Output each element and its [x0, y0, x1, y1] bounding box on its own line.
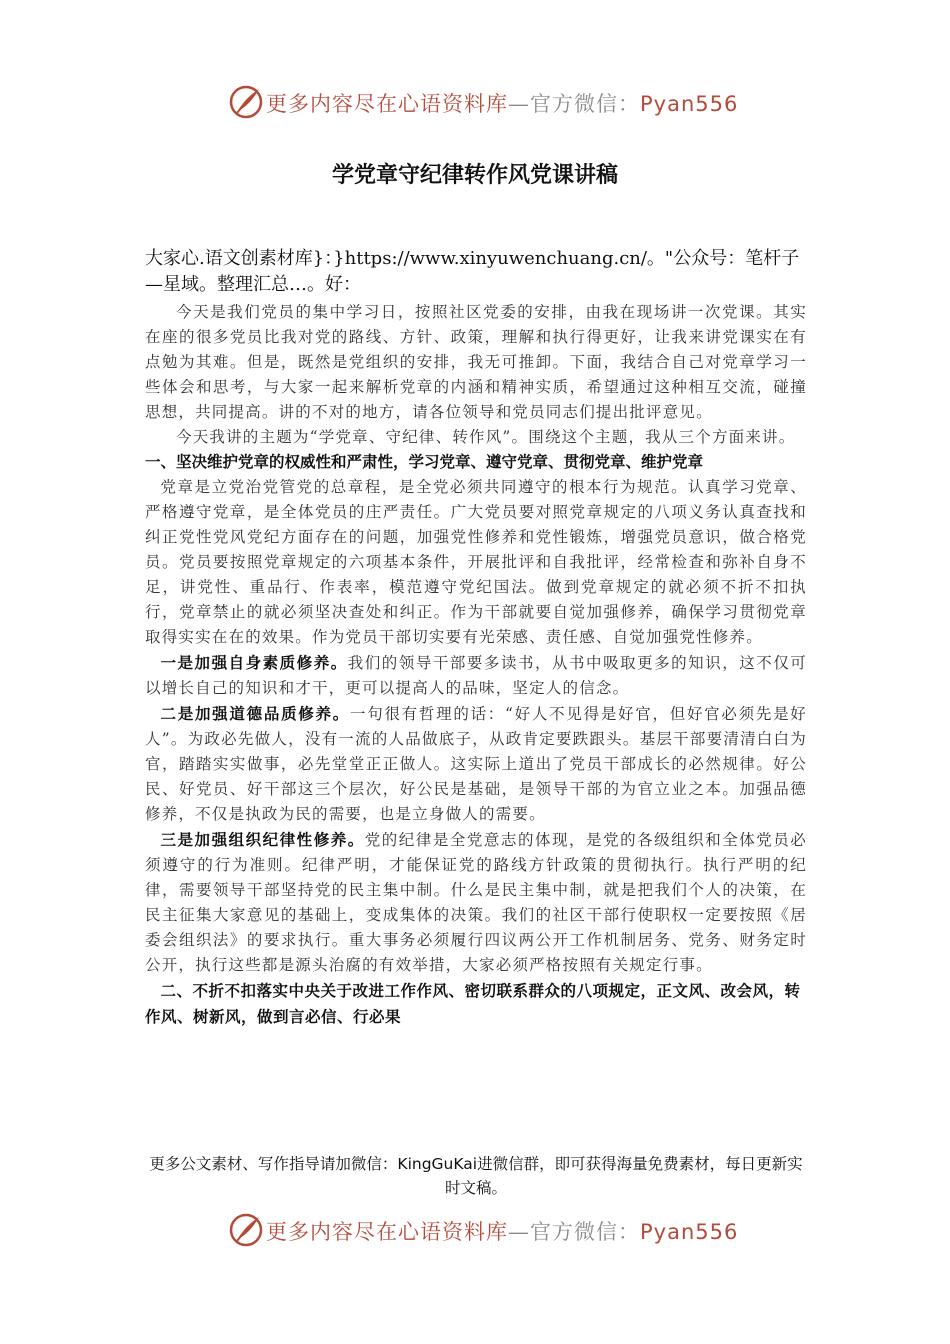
text-self-quality: 我们的领导干部要多读书，从书中吸取更多的知识，这不仅可以增长自己的知识和才干，更可以提高人的品味，坚定人的信念。	[145, 654, 808, 697]
section-heading-1: 一、坚决维护党章的权威性和严肃性，学习党章、遵守党章、贯彻党章、维护党章	[145, 453, 704, 471]
paragraph-party-constitution: 党章是立党治党管党的总章程，是全党必须共同遵守的根本行为规范。认真学习党章、严格遵守党章，是全体党员的庄严责任。广大党员要对照党章规定的八项义务认真查找和纠正党性党风党纪方面存在的问题，加强党性修养和党性锻炼，增强党员意识，做合格党员。党员要按照党章规定的六项基本条件，开展批评和自我批评，经常检查和弥补自身不足，讲党性、重品行、作表率，模范遵守党纪国法。做到党章规定的就必须不折不扣执行，党章禁止的就必须坚决查处和纠正。作为干部就要自觉加强修养，确保学习贯彻党章取得实实在在的效果。作为党员干部切实要有光荣感、责任感、自觉加强党性修养。	[145, 478, 807, 646]
lead-self-quality: 一是加强自身素质修养。	[160, 653, 348, 672]
text-discipline: 党的纪律是全党意志的体现，是党的各级组织和全体党员必须遵守的行为准则。纪律严明，才能保证党的路线方针政策的贯彻执行。执行严明的纪律，需要领导干部坚持党的民主集中制。什么是民主集中制，就是把我们个人的决策，在民主征集大家意见的基础上，变成集体的决策。我们的社区干部行使职权一定要按照《居委会组织法》的要求执行。重大事务必须履行四议两公开工作机制居务、党务、财务定时公开，执行这些都是源头治腐的有效举措，大家必须严格按照有关规定行事。	[145, 831, 808, 974]
banner-site-name: 更多内容尽在心语资料库	[266, 92, 508, 116]
banner-text	[266, 1216, 738, 1246]
banner-wechat-id: Pyan556	[640, 92, 739, 116]
paragraph-discipline	[145, 827, 807, 978]
bottom-banner	[0, 1210, 950, 1250]
lead-discipline: 三是加强组织纪律性修养。	[160, 830, 365, 849]
banner-wechat-id: Pyan556	[640, 1220, 739, 1244]
top-banner	[0, 82, 950, 122]
text-moral-quality: 一句很有哲理的话：“好人不见得是好官，但好官必须先是好人”。为政必先做人，没有一流的人品做底子，从政肯定要跌跟头。基层干部要清清白白为官，踏踏实实做事，必先堂堂正正做人。这实际上道出了党员干部成长的必然规律。好公民、好党员、好干部这三个层次，好公民是基础，是领导干部的为官立业之本。加强品德修养，不仅是执政为民的需要，也是立身做人的需要。	[145, 705, 808, 823]
intro-line: 大家心.语文创素材库}：}https://www.xinyuwenchuang.cn/。"公众号：笔杆子—星域。整理汇总…。好：	[145, 248, 800, 295]
banner-text	[266, 88, 738, 118]
feather-pen-logo-icon	[228, 84, 264, 120]
document-body	[145, 246, 807, 1030]
paragraph-opening: 今天是我们党员的集中学习日，按照社区党委的安排，由我在现场讲一次党课。其实在座的很多党员比我对党的路线、方针、政策，理解和执行得更好，让我来讲党课实在有点勉为其难。但是，既然是党组织的安排，我无可推卸。下面，我结合自己对党章学习一些体会和思考，与大家一起来解析党章的内涵和精神实质，希望通过这种相互交流，碰撞思想，共同提高。讲的不对的地方，请各位领导和党员同志们提出批评意见。	[145, 303, 807, 421]
paragraph-self-quality	[145, 650, 807, 701]
banner-wechat-label: —官方微信：	[508, 92, 640, 116]
document-title: 学党章守纪律转作风党课讲稿	[331, 163, 618, 188]
section-heading-2: 二、不折不扣落实中央关于改进工作作风、密切联系群众的八项规定，正文风、改会风，转作风、树新风，做到言必信、行必果	[145, 982, 801, 1026]
footer-note: 更多公文素材、写作指导请加微信：KingGuKai进微信群，即可获得海量免费素材，每日更新实时文稿。	[149, 1155, 803, 1197]
paragraph-theme: 今天我讲的主题为“学党章、守纪律、转作风”。围绕这个主题，我从三个方面来讲。	[176, 428, 796, 446]
lead-moral-quality: 二是加强道德品质修养。	[160, 704, 350, 723]
banner-site-name: 更多内容尽在心语资料库	[266, 1220, 508, 1244]
paragraph-moral-quality	[145, 701, 807, 827]
banner-wechat-label: —官方微信：	[508, 1220, 640, 1244]
feather-pen-logo-icon	[228, 1212, 264, 1248]
